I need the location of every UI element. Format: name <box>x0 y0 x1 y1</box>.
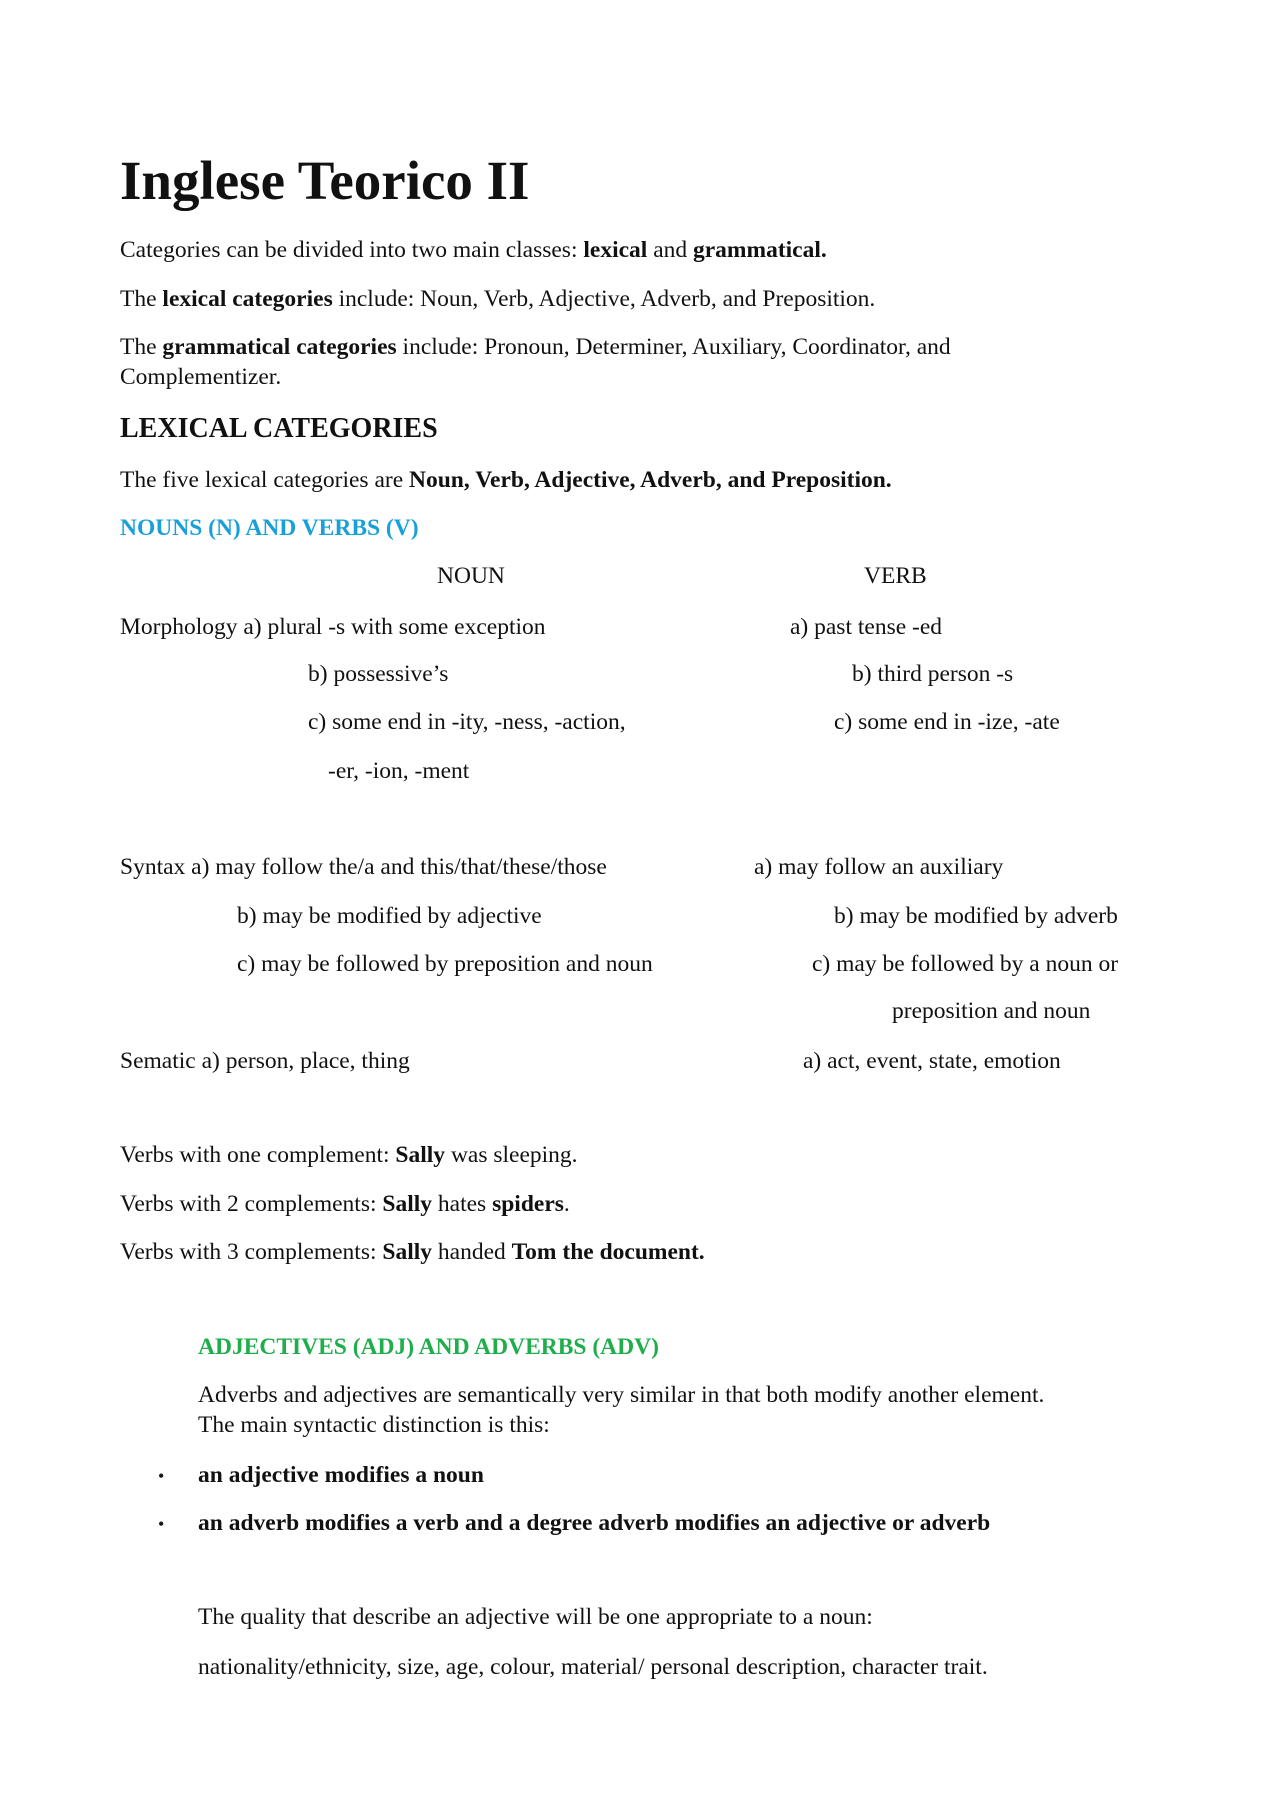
syntax-noun-c: c) may be followed by preposition and noun <box>237 951 653 977</box>
semantic-verb-a: a) act, event, state, emotion <box>803 1048 1061 1074</box>
morph-verb-c: c) some end in -ize, -ate <box>834 709 1060 735</box>
syntax-noun-b: b) may be modified by adjective <box>237 903 542 929</box>
syntax-verb-c2: preposition and noun <box>892 998 1091 1024</box>
intro-line-3-cont: Complementizer. <box>120 364 282 390</box>
intro-line-3: The grammatical categories include: Pronoun, Determiner, Auxiliary, Coordinator, and <box>120 334 951 360</box>
complement-two: Verbs with 2 complements: Sally hates spiders. <box>120 1191 570 1217</box>
adj-quality-list: nationality/ethnicity, size, age, colour, material/ personal description, character trait. <box>198 1654 988 1680</box>
syntax-verb-b: b) may be modified by adverb <box>834 903 1118 929</box>
morphology-label: Morphology a) plural -s with some exception <box>120 614 546 640</box>
adj-para-line-1: Adverbs and adjectives are semantically very similar in that both modify another element. <box>198 1382 1045 1408</box>
morph-noun-c: c) some end in -ity, -ness, -action, <box>308 709 626 735</box>
col-verb-header: VERB <box>864 563 927 589</box>
col-noun-header: NOUN <box>437 563 505 589</box>
semantic-label: Sematic a) person, place, thing <box>120 1048 410 1074</box>
morph-verb-b: b) third person -s <box>852 661 1014 687</box>
lexical-heading: LEXICAL CATEGORIES <box>120 413 438 444</box>
page-title: Inglese Teorico II <box>120 150 530 211</box>
bullet-icon: • <box>158 1514 165 1534</box>
bullet-item-2: an adverb modifies a verb and a degree adverb modifies an adjective or adverb <box>198 1510 991 1536</box>
adj-para-line-2: The main syntactic distinction is this: <box>198 1412 550 1438</box>
complement-three: Verbs with 3 complements: Sally handed Tom the document. <box>120 1239 705 1265</box>
five-categories: The five lexical categories are Noun, Verb, Adjective, Adverb, and Preposition. <box>120 467 892 493</box>
morph-noun-b: b) possessive’s <box>308 661 449 687</box>
nouns-verbs-heading: NOUNS (N) AND VERBS (V) <box>120 515 419 541</box>
intro-line-2: The lexical categories include: Noun, Verb, Adjective, Adverb, and Preposition. <box>120 286 876 312</box>
syntax-verb-a: a) may follow an auxiliary <box>754 854 1004 880</box>
syntax-verb-c: c) may be followed by a noun or <box>812 951 1119 977</box>
morph-verb-a: a) past tense -ed <box>790 614 943 640</box>
bullet-item-1: an adjective modifies a noun <box>198 1462 484 1488</box>
adjectives-adverbs-heading: ADJECTIVES (ADJ) AND ADVERBS (ADV) <box>198 1334 659 1360</box>
bullet-icon: • <box>158 1466 165 1486</box>
complement-one: Verbs with one complement: Sally was sleeping. <box>120 1142 578 1168</box>
adj-quality-text: The quality that describe an adjective will be one appropriate to a noun: <box>198 1604 873 1630</box>
intro-line-1: Categories can be divided into two main classes: lexical and grammatical. <box>120 237 827 263</box>
morph-noun-c2: -er, -ion, -ment <box>328 758 470 784</box>
syntax-label: Syntax a) may follow the/a and this/that/these/those <box>120 854 607 880</box>
